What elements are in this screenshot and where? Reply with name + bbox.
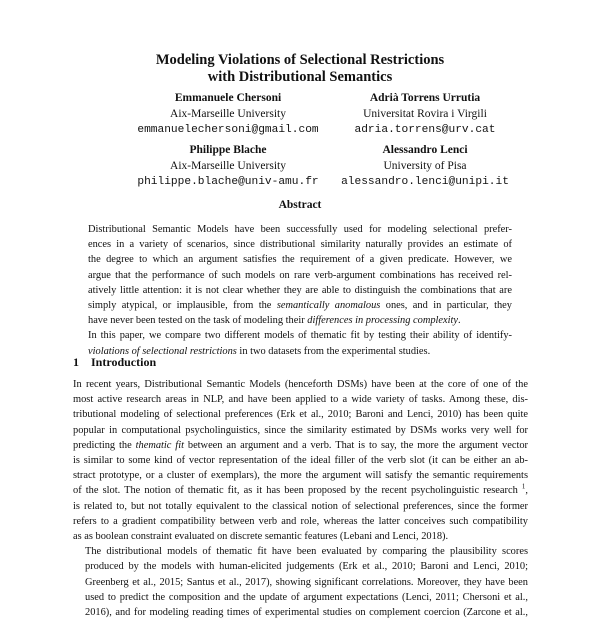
body-line: stract prototype, or a cluster of exemplars), the more the argument will satisfy the semantic requirements (73, 470, 528, 482)
author-affiliation: Universitat Rovira i Virgili (363, 108, 487, 120)
body-line (73, 438, 528, 453)
author-email: adria.torrens@urv.cat (354, 124, 496, 136)
body-text-run: , (525, 485, 528, 497)
abstract-emphasis: semantically anomalous (276, 300, 381, 312)
abstract-line: ences in a variety of scenarios, since distributional similarity naturally provides an estimate of (88, 239, 512, 251)
body-text (73, 377, 528, 620)
abstract-text (88, 222, 512, 359)
abstract-text-run: have never been tested on the task of modeling their (88, 315, 308, 327)
body-text-run: predicting the (73, 439, 136, 451)
abstract-line (88, 298, 512, 313)
body-emphasis: thematic fit (135, 439, 184, 451)
abstract-line: In this paper, we compare two different models of thematic fit by testing their ability of identify- (88, 330, 512, 342)
section-heading (73, 355, 156, 370)
author-block (305, 90, 545, 138)
author-email: emmanuelechersoni@gmail.com (137, 124, 319, 136)
abstract-line: atively little attention: it is not clear whether they are able to distinguish the combinations that are (88, 284, 512, 296)
abstract-text-run: . (458, 315, 461, 327)
abstract-text-run: simply atypical, or implausible, from the (88, 300, 277, 312)
author-name: Philippe Blache (189, 144, 267, 156)
abstract-heading: Abstract (278, 199, 322, 211)
author-name: Emmanuele Chersoni (174, 92, 282, 104)
abstract-line: Distributional Semantic Models have been successfully used for modeling selectional prefer- (88, 224, 512, 235)
author-affiliation: Aix-Marseille University (170, 160, 286, 172)
author-affiliation: University of Pisa (383, 160, 467, 172)
body-line: is similar to some kind of vector representation of the ideal filler of the verb slot (it can be either an ab- (73, 455, 528, 467)
footnote-marker[interactable]: 1 (521, 483, 526, 491)
paper-title-line-1: Modeling Violations of Selectional Restrictions (155, 52, 445, 68)
body-line: Greenberg et al., 2015; Santus et al., 2017), showing significant correlations. Moreover, they have been (85, 576, 528, 588)
body-line: 2016), and for modeling reading times of experimental studies on complement coercion (Zarcone et al., (85, 607, 528, 619)
body-line (73, 483, 528, 498)
abstract-line: the degree to which an argument satisfies the requirement of a given predicate. However, we (88, 254, 512, 266)
author-email: alessandro.lenci@unipi.it (341, 176, 509, 188)
abstract-emphasis: violations of selectional restrictions (88, 345, 237, 357)
body-line: most active research areas in NLP, and have been applied to a wide variety of tasks. Among these, dis- (73, 394, 528, 406)
body-line: used to predict the composition and the update of argument expectations (Lenci, 2011; Chersoni et al., (85, 591, 528, 603)
paper-title-line-2: with Distributional Semantics (207, 69, 393, 85)
body-text-run: between an argument and a verb. That is to say, the more the argument vector (183, 439, 528, 451)
body-line: tributional modeling of selectional preferences (Erk et al., 2010; Baroni and Lenci, 2010) has been quite (73, 409, 528, 421)
abstract-line (88, 313, 512, 328)
body-line: popular in computational psycholinguistics, since the similarity estimated by DSMs works very well for (73, 424, 528, 436)
section-number: 1 (73, 355, 79, 369)
body-text-run: of the slot. The notion of thematic fit, as it has been proposed by the recent psycholinguistic research (73, 485, 522, 497)
body-line: as as boolean constraint evaluated on discrete semantic features (Lebani and Lenci, 2018). (73, 531, 449, 543)
abstract-emphasis: differences in processing complexity (307, 315, 459, 327)
author-name: Alessandro Lenci (382, 144, 468, 156)
abstract-text-run: ones, and in particular, they (380, 300, 512, 312)
body-line: refers to a gradient compatibility between verb and role, whereas the latter conceives such compatibility (73, 515, 528, 527)
abstract-text-run: in two datasets from the experimental studies. (236, 345, 431, 357)
body-line: produced by the models with human-elicited judgements (Erk et al., 2010; Baroni and Lenci, 2010; (85, 561, 528, 573)
abstract-line: argue that the performance of such models on rare verb-argument combinations has received rel- (88, 269, 512, 281)
body-line: In recent years, Distributional Semantic Models (henceforth DSMs) have been at the core of one of the (73, 379, 528, 390)
author-affiliation: Aix-Marseille University (170, 108, 286, 120)
section-title: Introduction (91, 355, 157, 369)
body-line: The distributional models of thematic fit have been evaluated by comparing the plausibility scores (85, 546, 528, 558)
body-line: is related to, but not totally equivalent to the classical notion of selectional preferences, since the former (73, 500, 528, 512)
author-name: Adrià Torrens Urrutia (369, 92, 481, 104)
author-block (305, 142, 545, 190)
author-email: philippe.blache@univ-amu.fr (137, 176, 319, 188)
